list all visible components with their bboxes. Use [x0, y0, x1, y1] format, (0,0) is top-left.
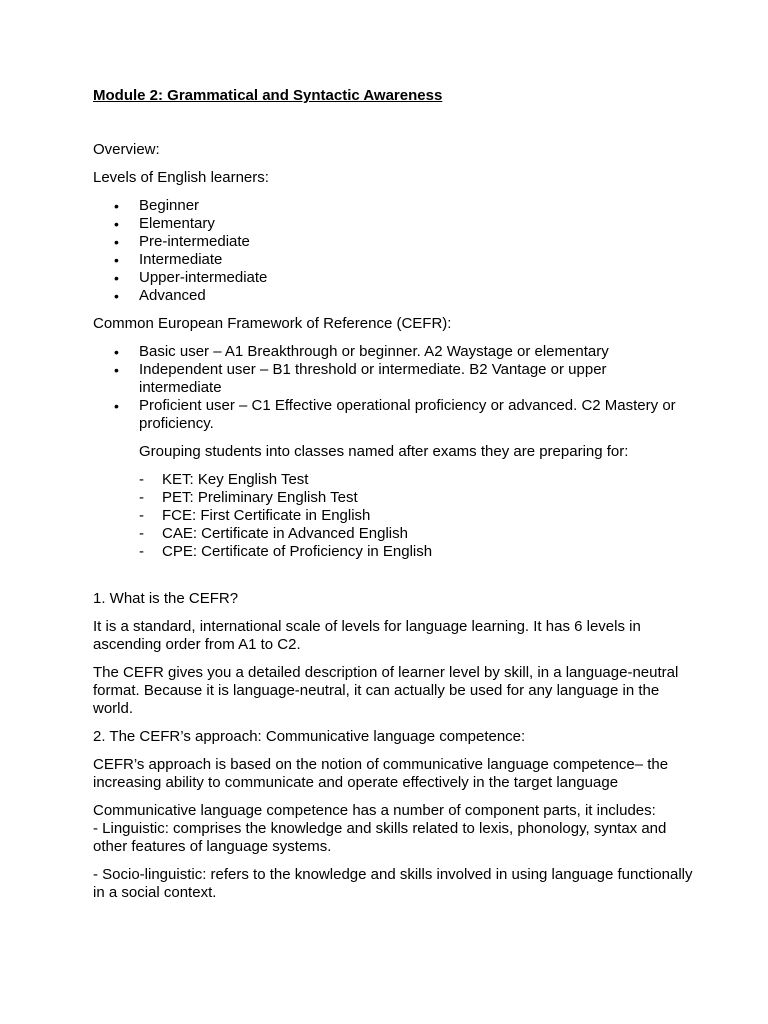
- cefr-levels-list: [93, 343, 693, 433]
- section-2-paragraph-2: [93, 802, 693, 856]
- list-item: [93, 343, 693, 361]
- section-2-paragraph-1: CEFR’s approach is based on the notion of communicative language competence– the increasing ability to communicate and operate effectively in the target language: [93, 756, 669, 791]
- bullet-icon: •: [114, 252, 119, 268]
- bullet-icon: •: [114, 270, 119, 286]
- level-label: Elementary: [139, 215, 215, 232]
- section-1-paragraph-2: The CEFR gives you a detailed description of learner level by skill, in a language-neutral format. Because it is language-neutral, it can actually be used for any language in the world.: [93, 664, 679, 717]
- list-item: [93, 471, 693, 489]
- level-label: Pre-intermediate: [139, 233, 250, 250]
- section-2-heading: 2. The CEFR’s approach: Communicative language competence:: [93, 728, 526, 745]
- exam-label: CAE: Certificate in Advanced English: [162, 525, 408, 542]
- level-label: Intermediate: [139, 251, 223, 268]
- level-label: Advanced: [139, 287, 206, 304]
- list-item: [93, 269, 693, 287]
- dash-icon: -: [139, 543, 144, 560]
- levels-heading: Levels of English learners:: [93, 169, 269, 186]
- list-item: [93, 287, 693, 305]
- bullet-icon: •: [114, 344, 119, 360]
- exam-label: PET: Preliminary English Test: [162, 489, 358, 506]
- list-item: [93, 507, 693, 525]
- dash-icon: -: [139, 507, 144, 524]
- list-item: [93, 361, 693, 397]
- dash-icon: -: [139, 489, 144, 506]
- document-page: [93, 86, 693, 902]
- bullet-icon: •: [114, 288, 119, 304]
- cefr-level-text: Independent user – B1 threshold or intermediate. B2 Vantage or upper intermediate: [139, 361, 607, 396]
- components-intro: Communicative language competence has a number of component parts, it includes:: [93, 802, 656, 819]
- list-item: [93, 215, 693, 233]
- overview-label: Overview:: [93, 141, 160, 158]
- bullet-icon: •: [114, 234, 119, 250]
- bullet-icon: •: [114, 216, 119, 232]
- list-item: [93, 543, 693, 561]
- list-item: [93, 233, 693, 251]
- bullet-icon: •: [114, 362, 119, 378]
- exam-label: CPE: Certificate of Proficiency in English: [162, 543, 433, 560]
- list-item: [93, 197, 693, 215]
- section-1-heading: 1. What is the CEFR?: [93, 590, 239, 607]
- linguistic-component: - Linguistic: comprises the knowledge and skills related to lexis, phonology, syntax and other features of language systems.: [93, 820, 667, 855]
- dash-icon: -: [139, 525, 144, 542]
- page-title: Module 2: Grammatical and Syntactic Awareness: [93, 87, 443, 104]
- list-item: [93, 251, 693, 269]
- exams-list: [93, 471, 693, 561]
- socio-linguistic-component: - Socio-linguistic: refers to the knowledge and skills involved in using language functionally in a social context.: [93, 866, 693, 901]
- section-1-paragraph-1: It is a standard, international scale of levels for language learning. It has 6 levels in ascending order from A1 to C2.: [93, 618, 641, 653]
- bullet-icon: •: [114, 198, 119, 214]
- level-label: Beginner: [139, 197, 200, 214]
- exam-label: KET: Key English Test: [162, 471, 309, 488]
- list-item: [93, 489, 693, 507]
- cefr-level-text: Proficient user – C1 Effective operational proficiency or advanced. C2 Mastery or proficiency.: [139, 397, 676, 432]
- grouping-text: Grouping students into classes named after exams they are preparing for:: [139, 443, 629, 460]
- exam-label: FCE: First Certificate in English: [162, 507, 371, 524]
- cefr-level-text: Basic user – A1 Breakthrough or beginner. A2 Waystage or elementary: [139, 343, 609, 360]
- bullet-icon: •: [114, 398, 119, 414]
- dash-icon: -: [139, 471, 144, 488]
- cefr-heading: Common European Framework of Reference (CEFR):: [93, 315, 452, 332]
- levels-list: [93, 197, 693, 305]
- list-item: [93, 397, 693, 433]
- list-item: [93, 525, 693, 543]
- level-label: Upper-intermediate: [139, 269, 268, 286]
